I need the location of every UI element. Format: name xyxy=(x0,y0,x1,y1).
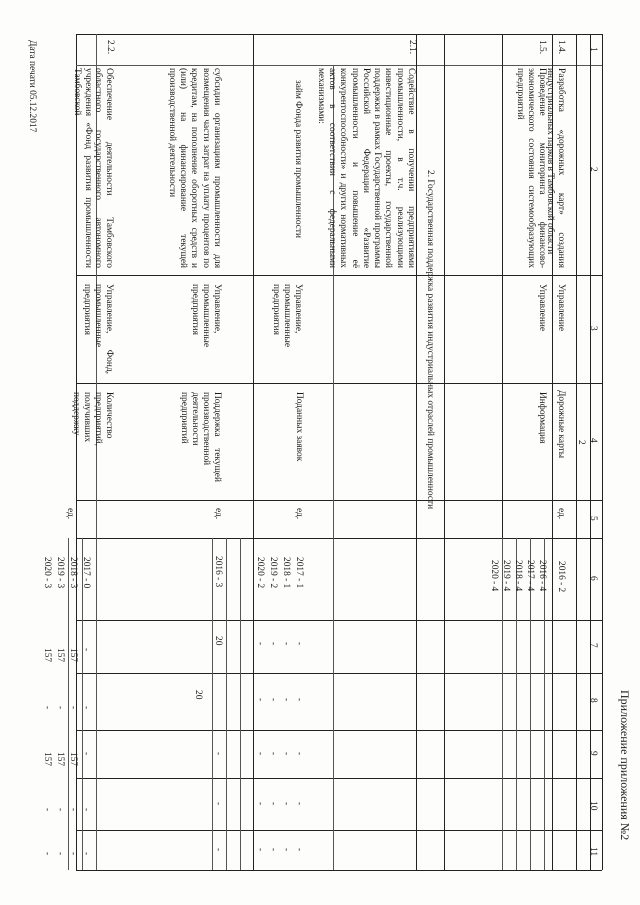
row-executor: Управление xyxy=(537,284,547,332)
value-col10: - xyxy=(213,802,223,806)
column-number-1: 1 xyxy=(588,47,598,52)
table-rule xyxy=(76,65,602,66)
sub-row-name: субсидии организациям промышленности для возмещения части затрат на уплату процентов по кредитам, на пополнение оборотных средств и (или) на финансирование текущей производственной деятельности xyxy=(166,68,222,268)
table-rule xyxy=(590,34,591,870)
table-rule xyxy=(76,538,602,539)
sub-row-executor: Управление, промышленные предприятия xyxy=(190,284,222,347)
table-rule xyxy=(76,34,602,35)
column-number-2: 2 xyxy=(588,167,598,172)
print-date: Дата печати 05.12.2017 xyxy=(27,40,37,133)
section-title: 2. Государственная поддержка развития индустриальных отраслей промышленности xyxy=(425,170,435,510)
column-number-7: 7 xyxy=(588,643,598,648)
table-rule xyxy=(444,34,445,870)
value-col9: - xyxy=(81,752,91,756)
value-col11: - xyxy=(281,848,291,852)
row-number: 1.5. xyxy=(537,40,547,55)
table-rule xyxy=(253,34,254,870)
row-indicator: Количество предприятий, получивших поддержку xyxy=(71,392,114,447)
value-col8: - xyxy=(268,698,278,702)
table-rule xyxy=(240,538,241,870)
sub-row-year: 2019 - 2 xyxy=(268,557,278,589)
row-year-value: 2018 - 4 xyxy=(513,560,523,592)
value-col10: - xyxy=(294,802,304,806)
row-unit: ед. xyxy=(65,508,75,520)
value-col7: - xyxy=(294,642,304,646)
sub-row-year: 2017 - 1 xyxy=(294,557,304,589)
sub-row-unit: ед. xyxy=(294,508,304,520)
value-col9: - xyxy=(294,752,304,756)
value-col10: - xyxy=(68,808,78,812)
table-rule xyxy=(76,275,602,276)
value-col8: 20 xyxy=(193,690,203,700)
value-col11: - xyxy=(42,852,52,856)
value-col7: 157 xyxy=(42,648,52,663)
column-number-5: 5 xyxy=(588,516,598,521)
row-number: 2.2. xyxy=(105,40,115,55)
value-col9: - xyxy=(281,752,291,756)
sub-row-indicator: Поддержка текущей производственной деятельности предприятий xyxy=(179,392,222,482)
row-name: Разработка «дорожных карт» создания индустриальных парков в Тамбовской области xyxy=(545,68,566,268)
row-year-value: 2018 - 3 xyxy=(68,557,78,589)
table-rule xyxy=(576,34,577,870)
value-col7: 20 xyxy=(213,636,223,646)
table-rule xyxy=(76,383,602,384)
value-col7: - xyxy=(268,642,278,646)
table-rule xyxy=(602,34,603,870)
value-col10: - xyxy=(55,808,65,812)
value-col9: - xyxy=(255,752,265,756)
column-number-4: 4 xyxy=(588,438,598,443)
sub-row-indicator: Поданных заявок xyxy=(294,392,304,462)
value-col7: - xyxy=(255,642,265,646)
value-col10: - xyxy=(81,808,91,812)
value-col9: 157 xyxy=(42,752,52,767)
value-col11: - xyxy=(268,848,278,852)
table-rule xyxy=(226,538,227,870)
value-col8: - xyxy=(81,706,91,710)
annex-title: Приложение приложения №2 xyxy=(618,690,632,841)
row-year-value: 2017 - 4 xyxy=(525,560,535,592)
column-number-10: 10 xyxy=(588,801,598,811)
row-year-value: 2016 - 2 xyxy=(556,561,566,593)
row-name: Обеспечение деятельности Тамбовского областного государственного автономного учреждения «Фонд развития промышленности Тамбовской xyxy=(72,68,114,268)
table-rule xyxy=(416,34,417,870)
value-col8: - xyxy=(255,698,265,702)
value-col10: - xyxy=(268,802,278,806)
row-year-value: 2019 - 4 xyxy=(501,560,511,592)
value-col10: - xyxy=(255,802,265,806)
value-col7: - xyxy=(281,642,291,646)
value-col9: 157 xyxy=(55,752,65,767)
value-col9: 157 xyxy=(68,752,78,767)
value-col8: - xyxy=(294,698,304,702)
row-executor: Управление xyxy=(556,284,566,332)
value-col11: - xyxy=(213,848,223,852)
column-number-3: 3 xyxy=(588,326,598,331)
table-rule xyxy=(76,500,602,501)
row-indicator: Дорожные карты xyxy=(556,390,566,459)
value-col11: - xyxy=(68,852,78,856)
row-year-value: 2020 - 3 xyxy=(42,557,52,589)
row-executor: Управление, Фонд, промышленные предприятия xyxy=(82,284,114,374)
column-number-9: 9 xyxy=(588,751,598,756)
column-group-label: 2 xyxy=(576,440,586,445)
value-col10: - xyxy=(42,808,52,812)
column-number-6: 6 xyxy=(588,576,598,581)
value-col9: - xyxy=(268,752,278,756)
table-rule xyxy=(76,830,602,831)
row-main-name: Содействие в получении предприятиями промышленности, в т.ч. реализующими инвестиционные проекты, государственной поддержки в рамках Государственной программы Российской Федерации «Развитие промышленности и повышение её конкурентоспособности» и других нормативных актов в соответствии с федеральными механизмами: xyxy=(315,68,416,268)
row-number: 2.1. xyxy=(407,40,417,55)
sub-row-unit: ед. xyxy=(213,508,223,520)
value-col7: 157 xyxy=(68,648,78,663)
value-col7: - xyxy=(81,648,91,652)
column-number-8: 8 xyxy=(588,698,598,703)
value-col8: - xyxy=(55,706,65,710)
value-col11: - xyxy=(294,848,304,852)
value-col8: - xyxy=(68,706,78,710)
sub-row-year: 2018 - 1 xyxy=(281,557,291,589)
row-unit: ед. xyxy=(556,508,566,520)
table-rule xyxy=(76,730,602,731)
sub-row-year: 2016 - 3 xyxy=(213,556,223,588)
value-col11: - xyxy=(55,852,65,856)
row-name: Проведение мониторинга финансово-экономического состояния системообразующих предприятий xyxy=(515,68,547,268)
value-col11: - xyxy=(81,852,91,856)
value-col11: - xyxy=(255,848,265,852)
value-col7: 157 xyxy=(55,648,65,663)
sub-row-executor: Управление, промышленные предприятия xyxy=(271,284,303,347)
table-rule xyxy=(212,538,213,870)
row-number: 1.4. xyxy=(556,40,566,55)
sub-row-name: займ Фонда развития промышленности xyxy=(293,80,303,239)
value-col9: - xyxy=(213,752,223,756)
row-year-value: 2019 - 3 xyxy=(55,557,65,589)
sub-row-year: 2020 - 2 xyxy=(255,557,265,589)
table-rule xyxy=(76,870,602,871)
row-year-value: 2020 - 4 xyxy=(489,560,499,592)
column-number-11: 11 xyxy=(588,847,598,857)
table-rule xyxy=(76,620,602,621)
table-rule xyxy=(76,673,602,674)
row-year-value: 2017 - 0 xyxy=(81,557,91,589)
row-year-value: 2016 - 4 xyxy=(537,560,547,592)
value-col8: - xyxy=(42,706,52,710)
row-indicator: Информация xyxy=(537,392,547,444)
value-col8: - xyxy=(281,698,291,702)
table-rule xyxy=(76,778,602,779)
value-col10: - xyxy=(281,802,291,806)
